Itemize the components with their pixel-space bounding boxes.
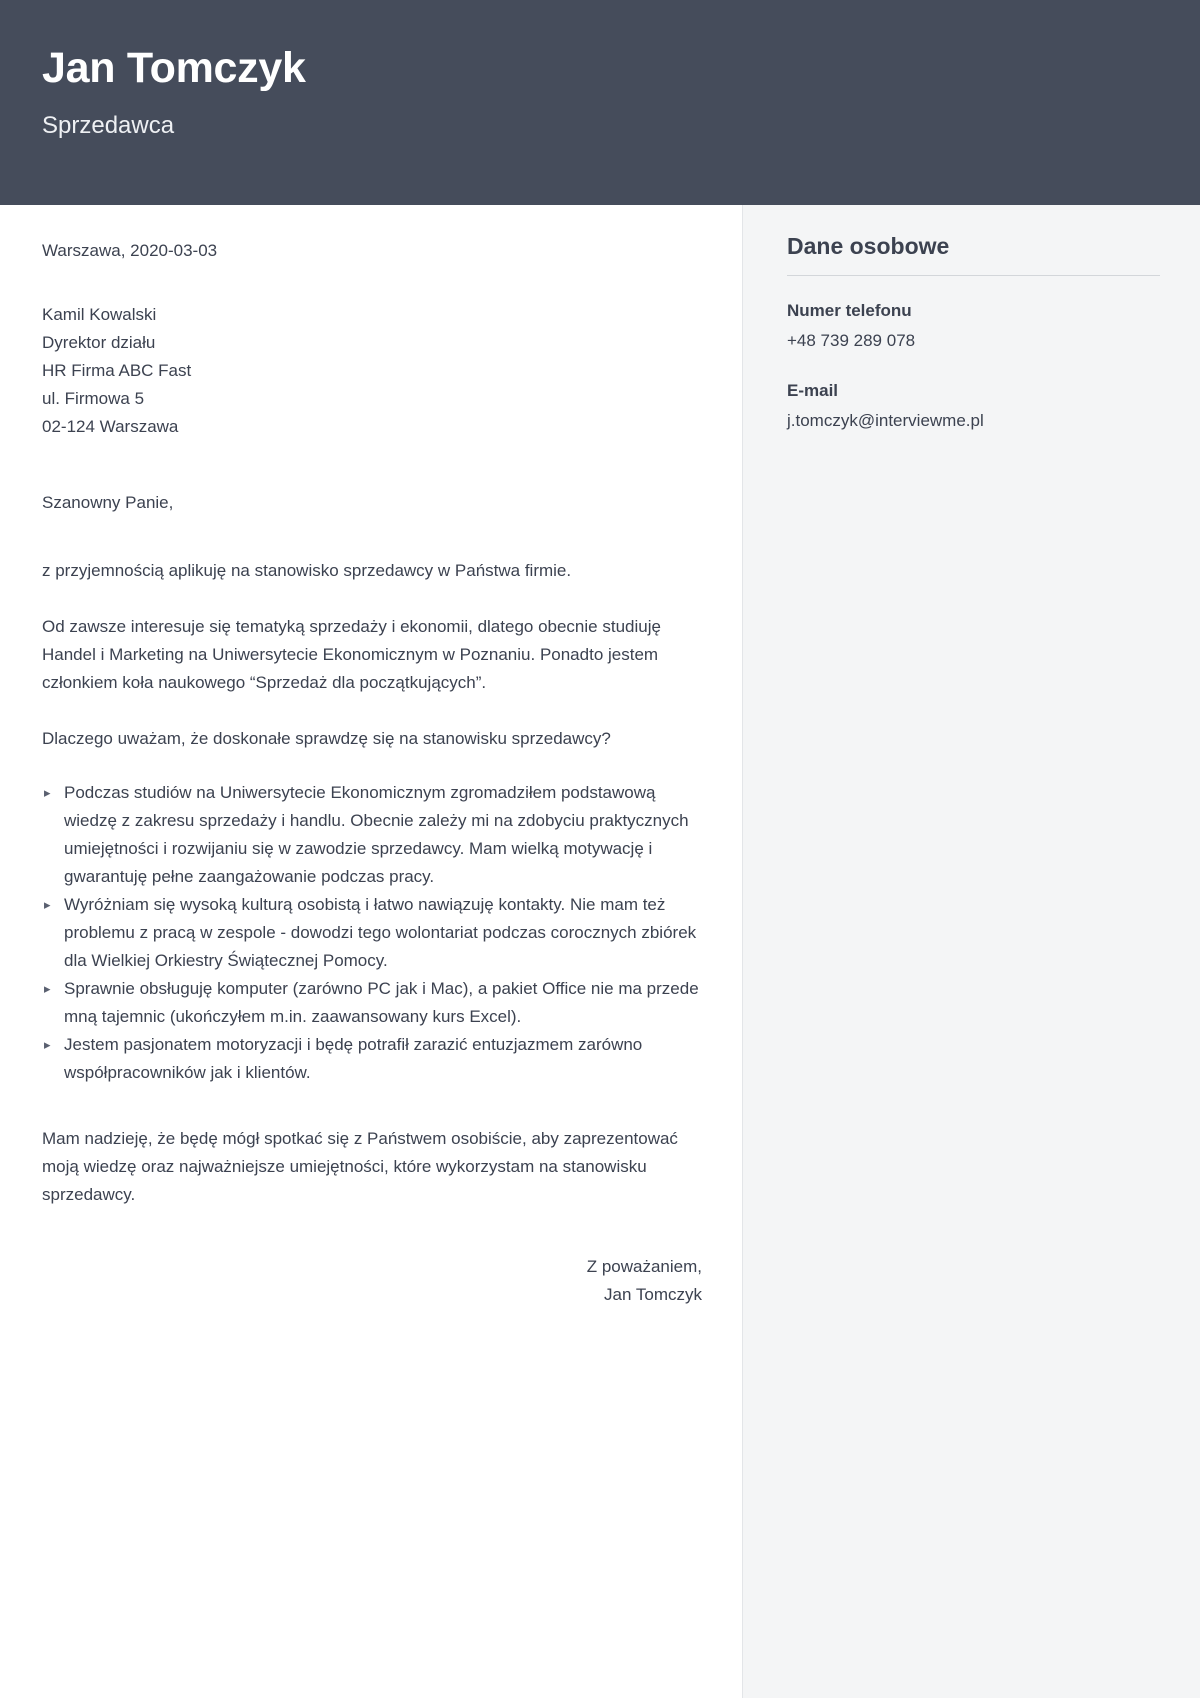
list-item-text: Sprawnie obsługuję komputer (zarówno PC jak i Mac), a pakiet Office nie ma przede mną tajemnic (ukończyłem m.in. zaawansowany kurs Excel). — [64, 979, 699, 1026]
sidebar-divider — [787, 275, 1160, 276]
list-item-text: Podczas studiów na Uniwersytecie Ekonomicznym zgromadziłem podstawową wiedzę z zakresu sprzedaży i handlu. Obecnie zależy mi na zdobyciu praktycznych umiejętności i rozwijaniu się w zawodzie sprzedawcy. Mam wielką motywację i gwarantuję pełne zaangażowanie podczas pracy. — [64, 783, 689, 886]
list-item — [42, 779, 702, 891]
email-value: j.tomczyk@interviewme.pl — [787, 410, 984, 430]
recipient-street: ul. Firmowa 5 — [42, 389, 145, 408]
closing-paragraph: Mam nadzieję, że będę mógł spotkać się z Państwem osobiście, aby zaprezentować moją wiedzę oraz najważniejsze umiejętności, które wykorzystam na stanowisku sprzedawcy. — [42, 1129, 678, 1204]
recipient-position: Dyrektor działu — [42, 333, 156, 352]
date-block — [42, 237, 702, 265]
signature-block — [42, 1253, 702, 1309]
recipient-city: 02-124 Warszawa — [42, 417, 179, 436]
phone-value: +48 739 289 078 — [787, 330, 916, 350]
recipient-name: Kamil Kowalski — [42, 305, 157, 324]
qualification-list — [42, 779, 702, 1087]
applicant-name: Jan Tomczyk — [42, 44, 306, 92]
date-line: Warszawa, 2020-03-03 — [42, 241, 218, 260]
document-header — [0, 0, 1200, 205]
sign-off: Z poważaniem, — [586, 1257, 702, 1276]
personal-data-sidebar — [742, 205, 1200, 1698]
email-group — [787, 378, 1160, 434]
bullet-triangle-icon: ▸ — [44, 785, 51, 800]
list-item — [42, 891, 702, 975]
list-item — [42, 975, 702, 1031]
recipient-block — [42, 301, 702, 441]
bullet-triangle-icon: ▸ — [44, 981, 51, 996]
recipient-company: HR Firma ABC Fast — [42, 361, 192, 380]
phone-group — [787, 298, 1160, 354]
phone-label: Numer telefonu — [787, 300, 912, 320]
applicant-job-title: Sprzedawca — [42, 112, 175, 140]
question-paragraph: Dlaczego uważam, że doskonałe sprawdzę się na stanowisku sprzedawcy? — [42, 729, 611, 748]
signature-name: Jan Tomczyk — [604, 1285, 702, 1304]
list-item-text: Wyróżniam się wysoką kulturą osobistą i łatwo nawiązuję kontakty. Nie mam też problemu z pracą w zespole - dowodzi tego wolontariat podczas corocznych zbiórek dla Wielkiej Orkiestry Świątecznej Pomocy. — [64, 895, 697, 970]
sidebar-heading: Dane osobowe — [787, 233, 950, 259]
salutation: Szanowny Panie, — [42, 493, 174, 512]
body-paragraph: Od zawsze interesuje się tematyką sprzedaży i ekonomii, dlatego obecnie studiuję Handel i Marketing na Uniwersytecie Ekonomicznym w Poznaniu. Ponadto jestem członkiem koła naukowego “Sprzedaż dla początkujących”. — [42, 617, 661, 692]
document-body — [0, 205, 1200, 1698]
list-item — [42, 1031, 702, 1087]
email-label: E-mail — [787, 380, 839, 400]
letter-column — [0, 205, 742, 1698]
intro-paragraph: z przyjemnością aplikuję na stanowisko sprzedawcy w Państwa firmie. — [42, 561, 572, 580]
bullet-triangle-icon: ▸ — [44, 897, 51, 912]
bullet-triangle-icon: ▸ — [44, 1037, 51, 1052]
list-item-text: Jestem pasjonatem motoryzacji i będę potrafił zarazić entuzjazmem zarówno współpracowników jak i klientów. — [64, 1035, 643, 1082]
